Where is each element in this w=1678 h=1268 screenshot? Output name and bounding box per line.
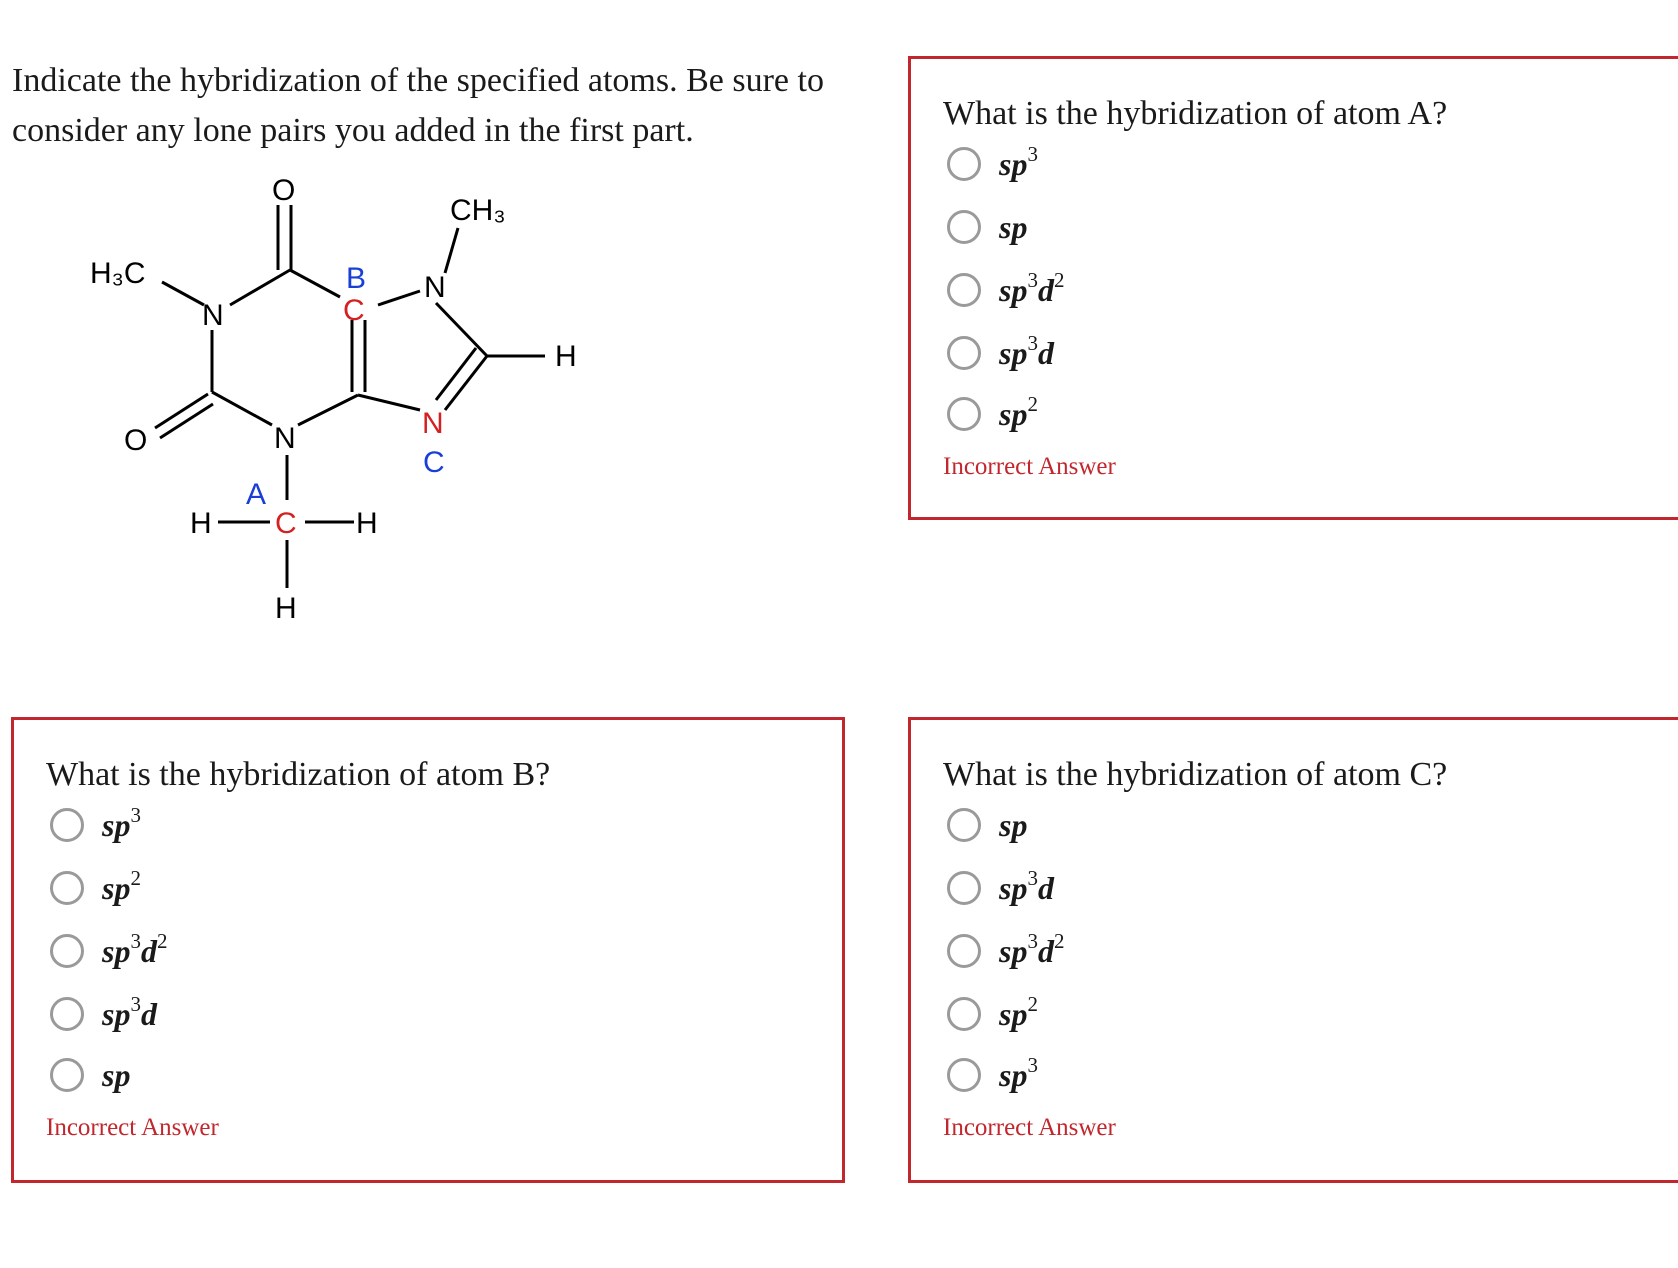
atom-h-bottom: H — [275, 592, 297, 625]
question-c-prompt: What is the hybridization of atom C? — [943, 756, 1448, 793]
question-a-option[interactable] — [947, 328, 1054, 378]
group-ch3: CH₃ — [450, 194, 506, 227]
option-label: $sp^3d$ — [999, 865, 1054, 906]
question-b-prompt: What is the hybridization of atom B? — [46, 756, 551, 793]
option-label: $sp^2$ — [102, 865, 141, 906]
question-a-card — [908, 56, 1678, 520]
marker-b: B — [346, 262, 367, 295]
atom-o-top: O — [272, 174, 296, 207]
radio-button[interactable] — [50, 997, 84, 1031]
bond — [290, 270, 340, 297]
question-b-option[interactable] — [50, 926, 167, 976]
option-label: $sp^3$ — [999, 141, 1038, 182]
option-label: $sp^3d^2$ — [999, 928, 1065, 969]
bond — [358, 395, 420, 410]
bond — [230, 270, 290, 305]
bond — [212, 392, 272, 425]
question-a-option[interactable] — [947, 139, 1038, 189]
question-c-feedback: Incorrect Answer — [943, 1114, 1116, 1141]
option-label: $sp^3$ — [999, 1052, 1038, 1093]
radio-button[interactable] — [50, 808, 84, 842]
atom-n2: N — [424, 271, 446, 304]
atom-n1: N — [202, 299, 224, 332]
atom-n4: N — [422, 407, 444, 440]
question-c-option[interactable] — [947, 800, 1027, 850]
radio-button[interactable] — [50, 1058, 84, 1092]
bond — [445, 228, 458, 273]
radio-button[interactable] — [947, 397, 981, 431]
option-label: $sp^2$ — [999, 991, 1038, 1032]
option-label: $sp^3$ — [102, 802, 141, 843]
question-a-option[interactable] — [947, 202, 1027, 252]
bond — [436, 348, 476, 400]
question-c-option[interactable] — [947, 989, 1038, 1039]
atom-h-right: H — [555, 340, 577, 373]
option-label: sp — [102, 1056, 131, 1093]
atom-c-c: C — [423, 446, 445, 479]
radio-button[interactable] — [947, 336, 981, 370]
question-c-card — [908, 717, 1678, 1183]
bond — [162, 282, 204, 305]
atom-c-b: C — [343, 294, 365, 327]
radio-button[interactable] — [947, 871, 981, 905]
atom-c-a: C — [275, 507, 297, 540]
option-label: sp — [999, 806, 1028, 843]
question-b-option[interactable] — [50, 989, 157, 1039]
instructions: Indicate the hybridization of the specified atoms. Be sure to consider any lone pairs you added in the first part. — [12, 62, 824, 149]
question-b-card — [11, 717, 845, 1183]
question-c-option[interactable] — [947, 863, 1054, 913]
question-c-option[interactable] — [947, 1050, 1038, 1100]
radio-button[interactable] — [947, 808, 981, 842]
question-a-prompt: What is the hybridization of atom A? — [943, 95, 1448, 132]
option-label: sp — [999, 208, 1028, 245]
radio-button[interactable] — [947, 1058, 981, 1092]
question-b-option[interactable] — [50, 800, 141, 850]
option-label: $sp^3d^2$ — [102, 928, 168, 969]
question-b-option[interactable] — [50, 1050, 130, 1100]
atom-n3: N — [274, 422, 296, 455]
atom-h-right2: H — [356, 507, 378, 540]
option-label: $sp^3d$ — [102, 991, 157, 1032]
radio-button[interactable] — [50, 871, 84, 905]
bond — [436, 303, 487, 356]
option-label: $sp^3d$ — [999, 330, 1054, 371]
radio-button[interactable] — [947, 997, 981, 1031]
radio-button[interactable] — [947, 147, 981, 181]
atom-o-left: O — [124, 424, 148, 457]
question-c-option[interactable] — [947, 926, 1064, 976]
radio-button[interactable] — [947, 934, 981, 968]
radio-button[interactable] — [947, 210, 981, 244]
question-a-feedback: Incorrect Answer — [943, 453, 1116, 480]
question-b-option[interactable] — [50, 863, 141, 913]
option-label: $sp^2$ — [999, 391, 1038, 432]
option-label: $sp^3d^2$ — [999, 267, 1065, 308]
question-a-option[interactable] — [947, 389, 1038, 439]
marker-a: A — [246, 478, 267, 511]
radio-button[interactable] — [947, 273, 981, 307]
group-h3c: H₃C — [90, 257, 146, 290]
bond — [298, 395, 358, 425]
bond — [445, 356, 487, 410]
question-a-option[interactable] — [947, 265, 1064, 315]
caffeine-structure — [0, 160, 600, 700]
bond — [378, 291, 420, 305]
question-b-feedback: Incorrect Answer — [46, 1114, 219, 1141]
radio-button[interactable] — [50, 934, 84, 968]
atom-h-left: H — [190, 507, 212, 540]
